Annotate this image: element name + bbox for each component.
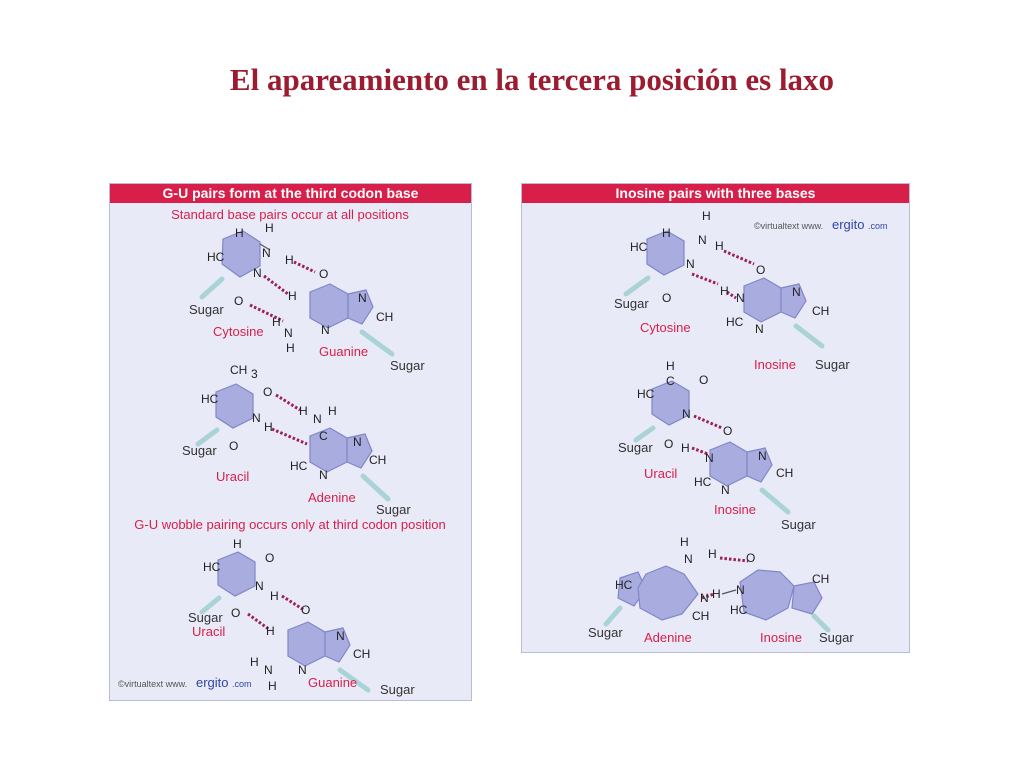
atom-label: H [712, 587, 721, 601]
atom-label: N [336, 629, 345, 643]
hydrogen-bond [724, 251, 754, 264]
hydrogen-bond [694, 416, 722, 428]
atom-label: H [250, 655, 259, 669]
atom-label: O [263, 385, 273, 399]
bond [722, 590, 736, 594]
atom-label: N [682, 407, 691, 421]
atom-label: H [270, 589, 279, 603]
watermark-domain: .com [232, 679, 252, 689]
atom-label: N [721, 483, 730, 497]
guanine-ring6 [310, 284, 348, 328]
inosine-label: Inosine [754, 357, 796, 372]
atom-label: HC [201, 392, 219, 406]
hydrogen-bond [720, 558, 748, 561]
atom-label: N [252, 411, 261, 425]
atom-label: O [756, 263, 766, 277]
left-panel [109, 183, 472, 701]
sugar-bond [606, 608, 620, 624]
hydrogen-bond [692, 274, 718, 284]
adenine-inosine-pair [588, 535, 854, 645]
uracil-adenine-pair [182, 363, 411, 517]
hydrogen-bond [294, 262, 315, 272]
watermark [754, 217, 888, 232]
left-panel-diagram [110, 184, 471, 700]
atom-label: N [319, 468, 328, 482]
watermark-brand: ergito [832, 217, 865, 232]
guanine-label: Guanine [319, 344, 369, 359]
atom-label: H [288, 289, 297, 303]
atom-label: CH [812, 304, 830, 318]
atom-label: H [299, 404, 308, 418]
atom-label: HC [630, 240, 648, 254]
sugar-bond [202, 279, 222, 297]
sugar-label: Sugar [819, 630, 854, 645]
uracil-inosine-pair [618, 359, 816, 532]
inosine-ring6 [740, 570, 794, 620]
atom-label: H [681, 441, 690, 455]
uracil-ring [216, 384, 253, 428]
atom-label: H [680, 535, 689, 549]
slide-title: El apareamiento en la tercera posición es laxo [229, 62, 835, 97]
inosine-ring6 [744, 278, 781, 322]
atom-label: H [328, 404, 337, 418]
atom-label: HC [694, 475, 712, 489]
atom-label: N [262, 246, 271, 260]
sugar-bond [626, 278, 648, 294]
atom-label: CH [230, 363, 248, 377]
atom-label: O [699, 373, 709, 387]
adenine-label: Adenine [308, 490, 356, 505]
right-panel-diagram [522, 184, 909, 652]
sugar-label: Sugar [781, 517, 816, 532]
atom-label: N [705, 451, 714, 465]
sugar-bond [814, 616, 828, 630]
atom-label: N [253, 266, 262, 280]
adenine-label: Adenine [644, 630, 692, 645]
right-panel [521, 183, 910, 653]
atom-label: N [686, 257, 695, 271]
sugar-bond [363, 476, 388, 499]
atom-label: HC [726, 315, 744, 329]
watermark-domain: .com [868, 221, 888, 231]
atom-label: H [235, 226, 244, 240]
atom-label: H [265, 221, 274, 235]
sugar-label: Sugar [188, 610, 223, 625]
atom-label: H [708, 547, 717, 561]
guanine-ring6 [288, 622, 325, 666]
sugar-bond [762, 490, 788, 512]
atom-label: N [284, 326, 293, 340]
sugar-label: Sugar [815, 357, 850, 372]
cytosine-guanine-pair [189, 221, 425, 373]
atom-label: C [666, 374, 675, 388]
atom-label: H [720, 284, 729, 298]
sugar-label: Sugar [380, 682, 415, 697]
atom-label: N [264, 663, 273, 677]
atom-label: O [319, 267, 329, 281]
atom-label: N [700, 591, 709, 605]
atom-label: H [662, 226, 671, 240]
atom-label: N [758, 449, 767, 463]
atom-label: N [255, 579, 264, 593]
atom-label: H [272, 315, 281, 329]
sugar-label: Sugar [588, 625, 623, 640]
atom-label: N [684, 552, 693, 566]
left-panel-header: G-U pairs form at the third codon base [110, 184, 471, 203]
atom-label: O [229, 439, 239, 453]
right-panel-header: Inosine pairs with three bases [522, 184, 909, 203]
atom-label: CH [369, 453, 387, 467]
atom-label: CH [692, 609, 710, 623]
atom-label: HC [615, 578, 633, 592]
atom-label: HC [730, 603, 748, 617]
watermark-text: ©virtualtext www. [754, 221, 824, 231]
cytosine-inosine-pair [614, 209, 850, 372]
atom-label: O [234, 294, 244, 308]
atom-label: CH [376, 310, 394, 324]
atom-label: 3 [251, 367, 258, 381]
atom-label: O [231, 606, 241, 620]
sugar-label: Sugar [390, 358, 425, 373]
atom-label: H [264, 420, 273, 434]
atom-label: N [358, 291, 367, 305]
uracil-label: Uracil [216, 469, 250, 484]
sugar-label: Sugar [618, 440, 653, 455]
atom-label: HC [290, 459, 308, 473]
atom-label: H [285, 253, 294, 267]
atom-label: O [664, 437, 674, 451]
uracil-guanine-wobble-pair [188, 537, 415, 697]
hydrogen-bond [264, 276, 288, 294]
sugar-label: Sugar [376, 502, 411, 517]
atom-label: H [286, 341, 295, 355]
atom-label: O [301, 603, 311, 617]
atom-label: N [736, 583, 745, 597]
cytosine-label: Cytosine [213, 324, 264, 339]
atom-label: C [319, 429, 328, 443]
guanine-label: Guanine [308, 675, 358, 690]
atom-label: H [666, 359, 675, 373]
atom-label: CH [353, 647, 371, 661]
uracil-ring [218, 552, 255, 596]
atom-label: HC [207, 250, 225, 264]
atom-label: N [755, 322, 764, 336]
atom-label: O [662, 291, 672, 305]
atom-label: O [723, 424, 733, 438]
sugar-label: Sugar [182, 443, 217, 458]
atom-label: HC [637, 387, 655, 401]
atom-label: N [353, 435, 362, 449]
atom-label: N [792, 285, 801, 299]
sugar-bond [198, 430, 217, 444]
atom-label: N [321, 323, 330, 337]
subtitle-standard: Standard base pairs occur at all positions [171, 207, 409, 222]
watermark-brand: ergito [196, 675, 229, 690]
sugar-label: Sugar [614, 296, 649, 311]
inosine-ring6 [710, 442, 747, 486]
atom-label: N [736, 291, 745, 305]
atom-label: H [715, 239, 724, 253]
uracil-label: Uracil [644, 466, 678, 481]
adenine-ring6 [638, 566, 698, 620]
hydrogen-bond [276, 395, 300, 410]
hydrogen-bond [272, 429, 307, 444]
atom-label: H [702, 209, 711, 223]
uracil-label: Uracil [192, 624, 226, 639]
atom-label: H [266, 624, 275, 638]
inosine-label: Inosine [760, 630, 802, 645]
sugar-bond [796, 326, 822, 346]
sugar-bond [636, 428, 653, 440]
atom-label: O [265, 551, 275, 565]
atom-label: O [746, 551, 756, 565]
atom-label: N [698, 233, 707, 247]
sugar-label: Sugar [189, 302, 224, 317]
inosine-label: Inosine [714, 502, 756, 517]
watermark [118, 675, 252, 690]
subtitle-wobble: G-U wobble pairing occurs only at third codon position [134, 517, 446, 532]
atom-label: HC [203, 560, 221, 574]
inosine-ring5 [792, 582, 822, 614]
cytosine-label: Cytosine [640, 320, 691, 335]
adenine-ring6 [310, 428, 347, 472]
atom-label: H [268, 679, 277, 693]
watermark-text: ©virtualtext www. [118, 679, 188, 689]
atom-label: CH [776, 466, 794, 480]
atom-label: CH [812, 572, 830, 586]
atom-label: H [233, 537, 242, 551]
atom-label: N [298, 663, 307, 677]
atom-label: N [313, 412, 322, 426]
